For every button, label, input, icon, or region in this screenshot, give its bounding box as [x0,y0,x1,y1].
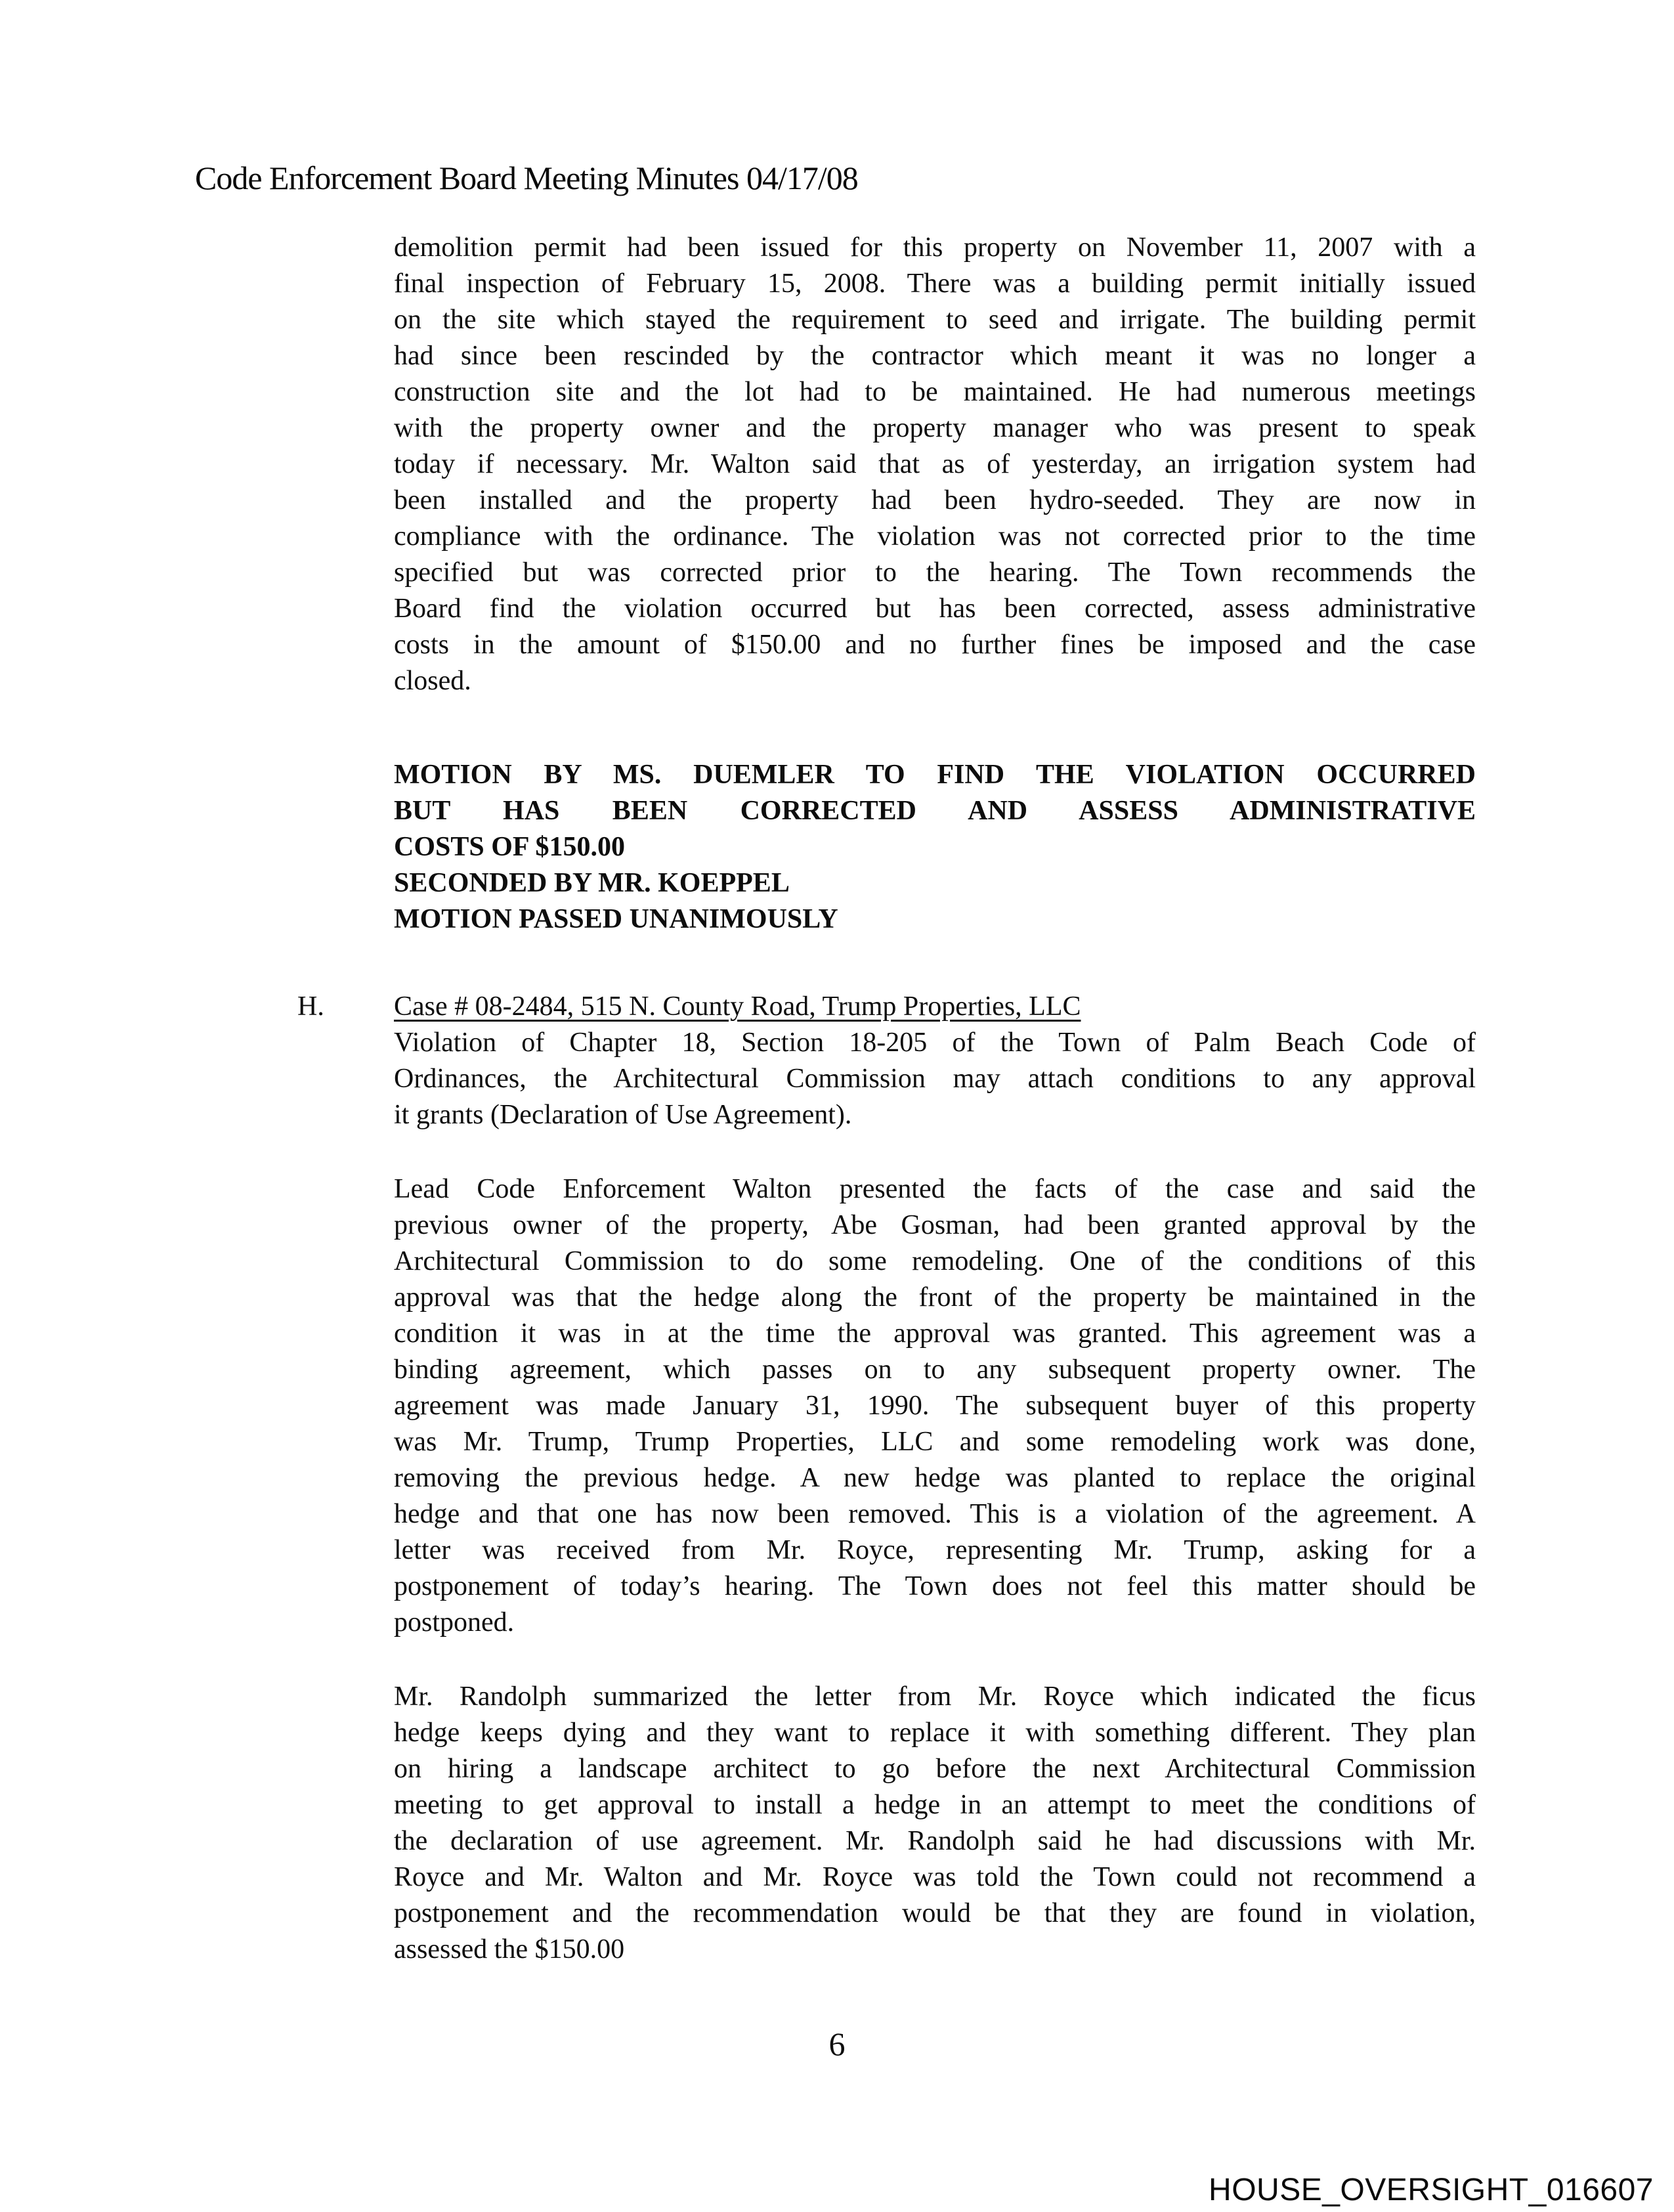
text-line: Lead Code Enforcement Walton presented the facts of the case and said the [394,1174,1476,1204]
paragraph-randolph-summary [394,1679,1476,1968]
text-line: on hiring a landscape architect to go before the next Architectural Commission [394,1754,1476,1784]
text-line: approval was that the hedge along the front of the property be maintained in the [394,1282,1476,1312]
text-line: hedge and that one has now been removed. This is a violation of the agreement. A [394,1499,1476,1529]
text-line: MOTION PASSED UNANIMOUSLY [394,904,838,934]
text-line: it grants (Declaration of Use Agreement). [394,1100,852,1130]
text-line: agreement was made January 31, 1990. The subsequent buyer of this property [394,1391,1476,1421]
text-line: been installed and the property had been hydro-seeded. They are now in [394,485,1476,515]
paragraph-lead-code-enforcement [394,1171,1476,1641]
text-line: previous owner of the property, Abe Gosman, had been granted approval by the [394,1210,1476,1240]
text-line: COSTS OF $150.00 [394,832,625,862]
text-line: closed. [394,666,471,696]
text-line: construction site and the lot had to be maintained. He had numerous meetings [394,377,1476,407]
paragraph-walton-demolition [394,230,1476,699]
text-line: BUT HAS BEEN CORRECTED AND ASSESS ADMINISTRATIVE [394,796,1476,826]
text-line: Board find the violation occurred but has been corrected, assess administrative [394,594,1476,624]
bates-number: HOUSE_OVERSIGHT_016607 [1209,2173,1654,2207]
motion-block [394,757,1476,938]
outline-item-letter: H. [297,991,324,1022]
text-line: MOTION BY MS. DUEMLER TO FIND THE VIOLATION OCCURRED [394,760,1476,790]
case-item-h [297,989,1476,1133]
text-line: Architectural Commission to do some remodeling. One of the conditions of this [394,1246,1476,1276]
text-line: today if necessary. Mr. Walton said that as of yesterday, an irrigation system had [394,449,1476,479]
page-number: 6 [828,2026,846,2062]
text-line: Ordinances, the Architectural Commission may attach conditions to any approval [394,1064,1476,1094]
text-line: meeting to get approval to install a hedge in an attempt to meet the conditions of [394,1790,1476,1820]
text-line: hedge keeps dying and they want to replace it with something different. They plan [394,1718,1476,1748]
text-line: Violation of Chapter 18, Section 18-205 of the Town of Palm Beach Code of [394,1028,1476,1058]
text-line: assessed the $150.00 [394,1934,625,1964]
text-line: with the property owner and the property manager who was present to speak [394,413,1476,443]
document-body [297,230,1476,1968]
text-line: binding agreement, which passes on to any subsequent property owner. The [394,1355,1476,1385]
text-line: removing the previous hedge. A new hedge was planted to replace the original [394,1463,1476,1493]
text-line: had since been rescinded by the contractor which meant it was no longer a [394,341,1476,371]
text-line: demolition permit had been issued for this property on November 11, 2007 with a [394,232,1476,263]
text-line: on the site which stayed the requirement to seed and irrigate. The building permit [394,305,1476,335]
text-line: Mr. Randolph summarized the letter from Mr. Royce which indicated the ficus [394,1681,1476,1712]
text-line: SECONDED BY MR. KOEPPEL [394,868,790,898]
text-line: the declaration of use agreement. Mr. Randolph said he had discussions with Mr. [394,1826,1476,1856]
text-line: compliance with the ordinance. The violation was not corrected prior to the time [394,521,1476,552]
text-line: costs in the amount of $150.00 and no further fines be imposed and the case [394,630,1476,660]
text-line: condition it was in at the time the approval was granted. This agreement was a [394,1318,1476,1349]
text-line: specified but was corrected prior to the hearing. The Town recommends the [394,557,1476,588]
text-line: postponement of today’s hearing. The Town does not feel this matter should be [394,1571,1476,1601]
text-line: was Mr. Trump, Trump Properties, LLC and some remodeling work was done, [394,1427,1476,1457]
text-line: postponement and the recommendation would be that they are found in violation, [394,1898,1476,1928]
text-line: Case # 08-2484, 515 N. County Road, Trump Properties, LLC [394,991,1081,1022]
text-line: Royce and Mr. Walton and Mr. Royce was told the Town could not recommend a [394,1862,1476,1892]
page-header-title: Code Enforcement Board Meeting Minutes 04/17/08 [195,160,858,196]
text-line: letter was received from Mr. Royce, representing Mr. Trump, asking for a [394,1535,1476,1565]
text-line: postponed. [394,1607,515,1637]
text-line: final inspection of February 15, 2008. There was a building permit initially issued [394,269,1476,299]
